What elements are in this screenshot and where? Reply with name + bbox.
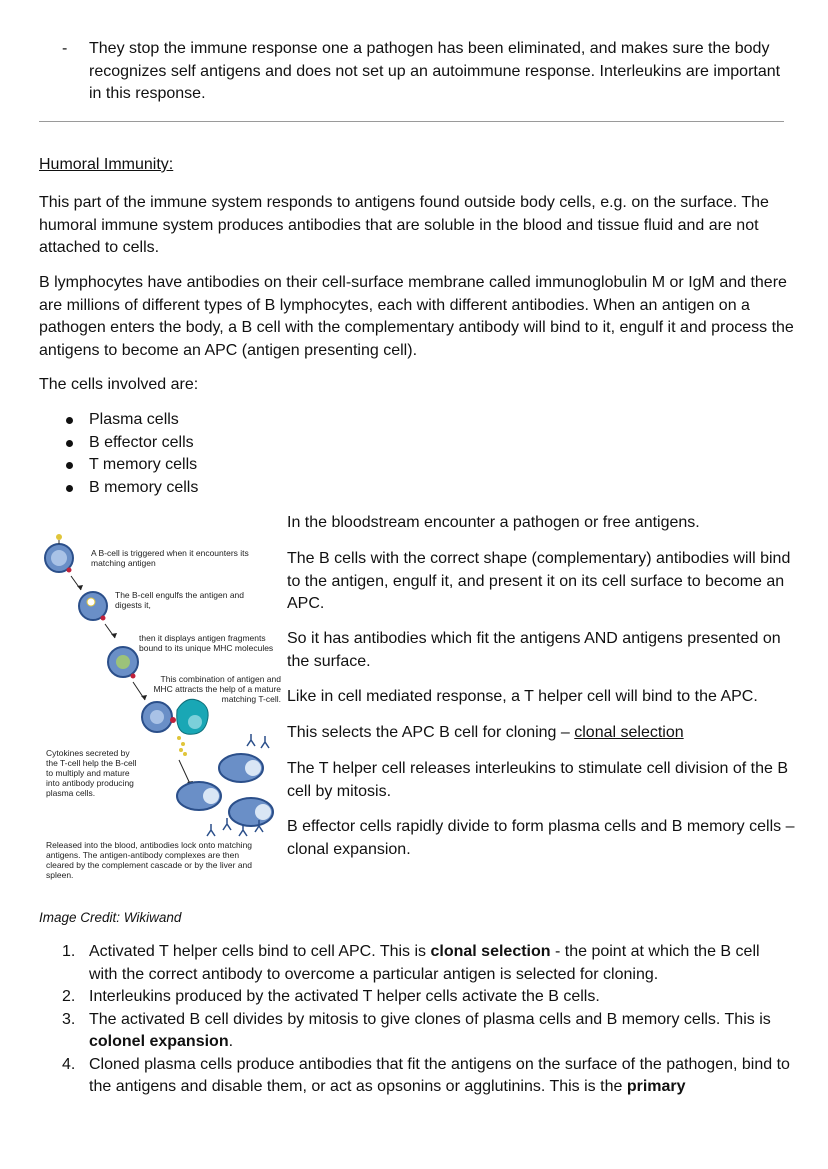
cells-list: [60, 409, 198, 499]
section-heading: Humoral Immunity:: [39, 156, 174, 173]
diagram-label-t-cell: This combination of antigen and MHC attracts the help of a mature matching T-cell.: [153, 674, 281, 704]
top-bullet-text: They stop the immune response one a pathogen has been eliminated, and makes sure the body recognizes self antigens and does not set up an autoimmune response. Interleukins are important in this response.: [89, 40, 781, 102]
image-credit: Image Credit: Wikiwand: [39, 910, 182, 925]
step-text: The T helper cell releases interleukins to stimulate cell division of the B cell by mitosis.: [287, 760, 788, 800]
list-item: 4. Cloned plasma cells produce antibodies that fit the antigens on the surface of the pathogen, bind to the antigens and disable them, or act as opsonins or agglutinins. This is the primary: [62, 1055, 790, 1095]
list-item: Plasma cells: [60, 409, 198, 432]
diagram-label-cytokines: Cytokines secreted by the T-cell help the B-cell to multiply and mature into antibody producing plasma cells.: [46, 748, 137, 798]
list-item: 2. Interleukins produced by the activated T helper cells activate the B cells.: [62, 988, 600, 1005]
list-item: B memory cells: [60, 477, 198, 500]
list-item: B effector cells: [60, 432, 198, 455]
dash-marker: -: [62, 40, 68, 57]
paragraph-humoral-intro: This part of the immune system responds to antigens found outside body cells, e.g. on the surface. The humoral immune system produces antibodies that are soluble in the blood and tissue fluid and are not attached to cells.: [39, 194, 769, 256]
list-item: 1. Activated T helper cells bind to cell APC. This is clonal selection - the point at which the B cell with the correct antibody to overcome a particular antigen is selected for cloning.: [62, 943, 760, 983]
step-text: So it has antibodies which fit the antigens AND antigens presented on the surface.: [287, 630, 781, 670]
step-text: B effector cells rapidly divide to form plasma cells and B memory cells – clonal expansion.: [287, 818, 795, 858]
horizontal-divider: [39, 121, 784, 122]
paragraph-b-lymphocytes: B lymphocytes have antibodies on their cell-surface membrane called immunoglobulin M or IgM and there are millions of different types of B lymphocytes, each with different antibodies. When an antigen on a pathogen enters the body, a B cell with the complementary antibody will bind to it, engulf it and process the antigens to become an APC (antigen presenting cell).: [39, 274, 794, 359]
top-bullet: [62, 38, 782, 106]
b-cell-activation-diagram: [39, 524, 289, 886]
step-text: In the bloodstream encounter a pathogen or free antigens.: [287, 514, 700, 531]
clonal-selection-term: clonal selection: [574, 724, 684, 741]
diagram-label-released: Released into the blood, antibodies lock onto matching antigens. The antigen-antibody complexes are then cleared by the complement cascade or by the liver and spleen.: [46, 840, 253, 880]
list-item: 3. The activated B cell divides by mitosis to give clones of plasma cells and B memory cells. This is colonel expansion.: [62, 1010, 771, 1050]
diagram-label-triggered: A B-cell is triggered when it encounters its matching antigen: [91, 548, 249, 568]
step-text-part: This selects the APC B cell for cloning –: [287, 724, 575, 741]
step-text: [287, 722, 797, 745]
list-item: T memory cells: [60, 454, 198, 477]
diagram-illustration: [39, 524, 289, 886]
diagram-label-displays: then it displays antigen fragments bound to its unique MHC molecules: [139, 633, 274, 653]
step-text: Like in cell mediated response, a T helper cell will bind to the APC.: [287, 688, 758, 705]
paragraph-cells-involved: The cells involved are:: [39, 376, 199, 393]
numbered-list: [62, 941, 792, 1099]
diagram-label-engulfs: The B-cell engulfs the antigen and digests it,: [115, 590, 245, 610]
step-text: The B cells with the correct shape (complementary) antibodies will bind to the antigen, engulf it, and present it on its cell surface to become an APC.: [287, 550, 791, 612]
